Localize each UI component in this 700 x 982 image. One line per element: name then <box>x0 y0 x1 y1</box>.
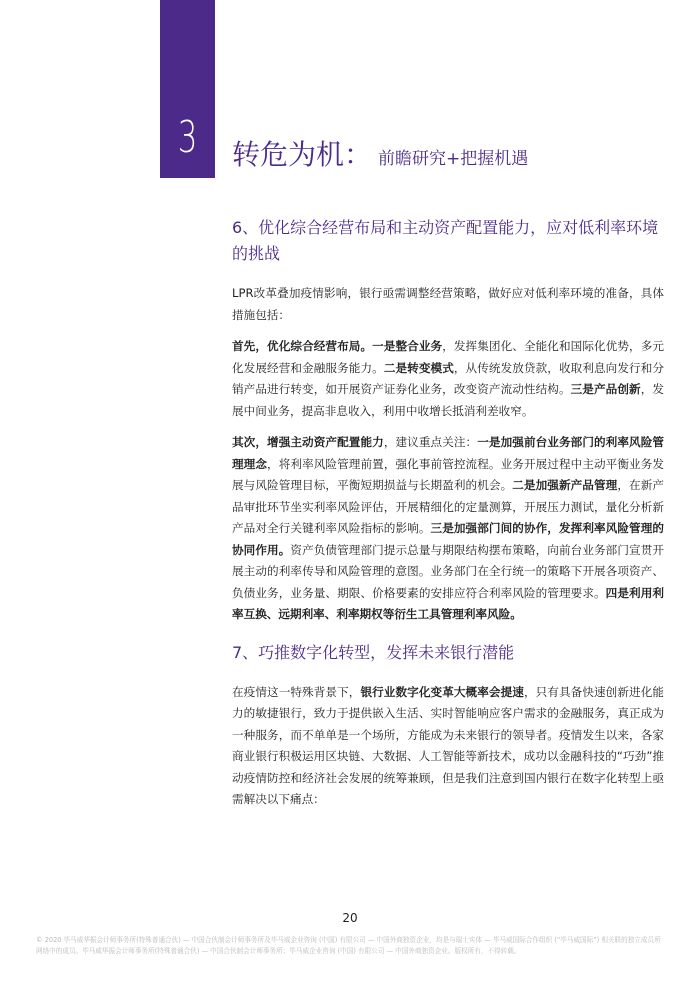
article-body <box>232 215 664 821</box>
emphasis-text: 一是加强前台业务部门的利率风险管理理念 <box>232 435 664 471</box>
body-text: 在疫情这一特殊背景下， <box>232 684 361 699</box>
emphasis-text: 二是加强新产品管理 <box>512 478 618 492</box>
body-text: ，只有具备快速创新进化能力的敏捷银行，致力于提供嵌入生活、实时智能响应客户需求的金融服务，真正成为一种服务，而不单单是一个场所，方能成为未来银行的领导者。疫情发生以来，各家商业银行积极运用区块链、大数据、人工智能等新技术，成功以金融科技的“巧劲”推动疫情防控和经济社会发展的统筹兼顾，但是我们注意到国内银行在数字化转型上亟需解决以下痛点： <box>232 684 664 806</box>
body-text: 资产负债管理部门提示总量与期限结构摆布策略，向前台业务部门宣贯开展主动的利率传导和风险管理的意图。业务部门在全行统一的策略下开展各项资产、负债业务，业务量、期限、价格要素的安排应符合利率风险的管理要求。 <box>232 542 664 600</box>
body-text: ，将利率风险管理前置，强化事前管控流程。业务开展过程中主动平衡业务发展与风险管理目标，平衡短期损益与长期盈利的机会。 <box>232 456 664 492</box>
emphasis-text: 银行业数字化变革大概率会提速 <box>360 684 524 699</box>
emphasis-text: 三是加强部门间的协作，发挥利率风险管理的协同作用。 <box>232 521 664 557</box>
body-text: ，建议重点关注： <box>383 435 478 449</box>
chapter-title-main: 转危为机： <box>232 138 373 171</box>
emphasis-text: 其次，增强主动资产配置能力 <box>232 435 384 449</box>
section-7-heading: 7、巧推数字化转型，发挥未来银行潜能 <box>232 642 515 662</box>
emphasis-text: 四是利用利率互换、远期利率、利率期权等衍生工具管理利率风险。 <box>232 585 664 621</box>
emphasis-text: 首先，优化综合经营布局。一是整合业务 <box>232 339 443 353</box>
section-6-paragraph-2 <box>232 432 664 626</box>
chapter-number: 3 <box>177 112 198 163</box>
section-6-paragraph-1 <box>232 336 664 422</box>
page-number: 20 <box>342 911 358 925</box>
emphasis-text: 三是产品创新 <box>570 382 641 396</box>
chapter-number-block <box>160 0 215 178</box>
emphasis-text: 二是转变模式 <box>383 360 454 375</box>
section-6-intro: LPR改革叠加疫情影响，银行亟需调整经营策略，做好应对低利率环境的准备，具体措施包括： <box>232 286 664 322</box>
chapter-subtitle: 前瞻研究+把握机遇 <box>378 149 529 169</box>
body-text: ，在新产品审批环节坐实利率风险评估，开展精细化的定量测算，开展压力测试，量化分析新产品对全行关键利率风险指标的影响。 <box>232 478 664 535</box>
copyright-footer: © 2020 毕马威华振会计师事务所(特殊普通合伙) — 中国合伙制会计师事务所及毕马威企业咨询 (中国) 有限公司 — 中国外商独资企业，均是与瑞士实体 — 毕马威国际合作组织 (“毕马威国际”) 相关联的独立成员所网络中的成员。毕马威华振会计师事务所(特殊普通合伙) — 中国合伙制会计师事务所；毕马威企业咨询 (中国) 有限公司 — 中国外商独资企业。版权所有，不得转载。 <box>36 936 661 955</box>
body-text: ，发展中间业务，提高非息收入，利用中收增长抵消利差收窄。 <box>232 382 664 418</box>
section-7-paragraph-1 <box>232 682 664 811</box>
section-6-heading: 6、优化综合经营布局和主动资产配置能力，应对低利率环境的挑战 <box>232 218 659 263</box>
chapter-title <box>232 133 528 173</box>
body-text: ，从传统发放贷款，收取利息向发行和分销产品进行转变，如开展资产证券化业务，改变资产流动性结构。 <box>232 360 664 396</box>
body-text: ，发挥集团化、全能化和国际化优势，多元化发展经营和金融服务能力。 <box>232 339 664 375</box>
